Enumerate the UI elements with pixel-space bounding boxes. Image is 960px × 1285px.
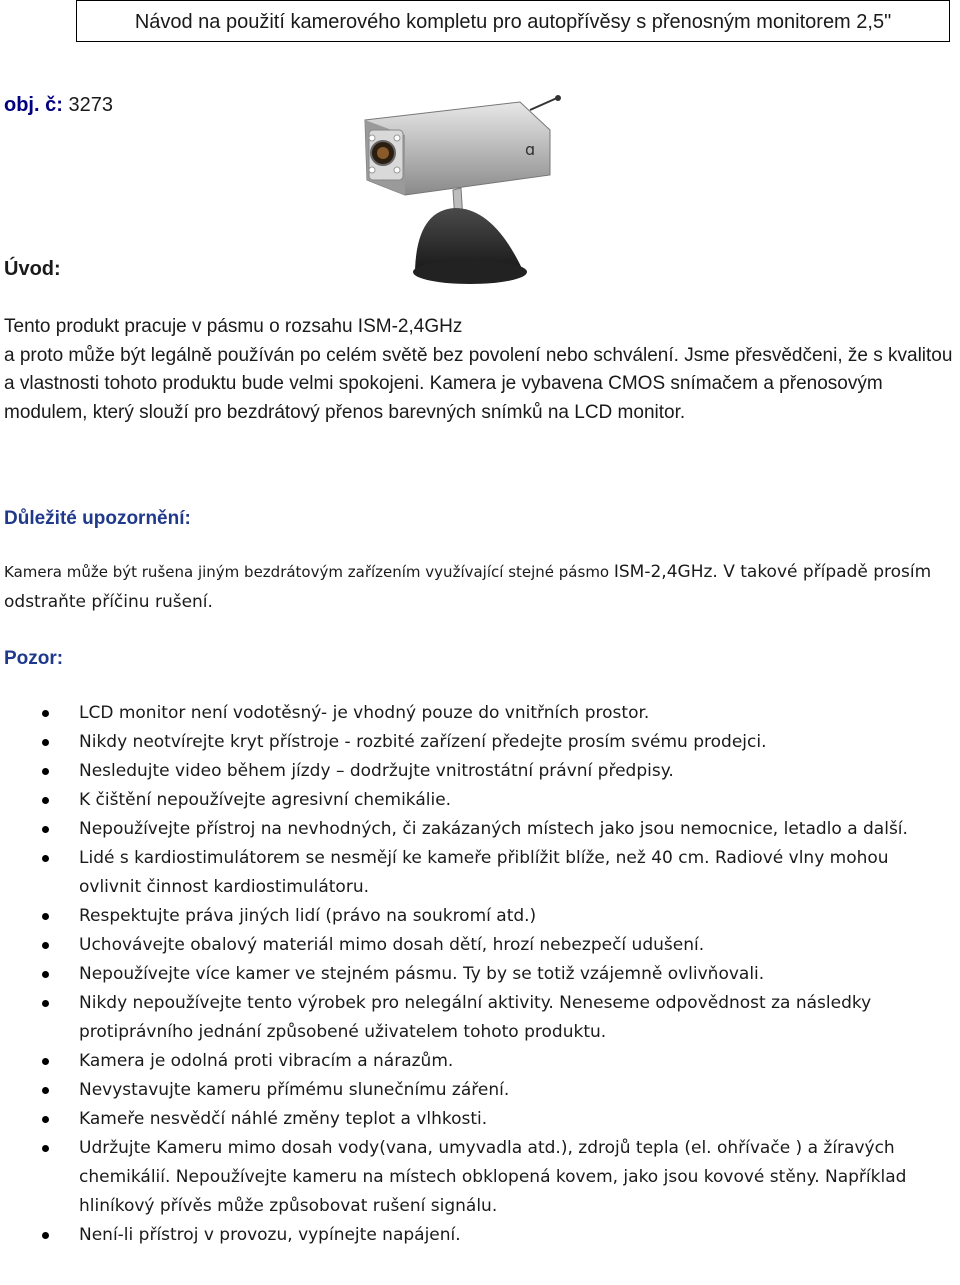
warning-list [0, 699, 958, 1250]
warning-item: Uchovávejte obalový materiál mimo dosah dětí, hrozí nebezpečí udušení. [0, 931, 958, 960]
order-value: 3273 [68, 94, 113, 116]
order-number [4, 94, 113, 117]
intro-heading: Úvod: [4, 258, 61, 280]
intro-line: Tento produkt pracuje v pásmu o rozsahu ISM-2,4GHz [4, 316, 463, 337]
warning-item: Nesledujte video během jízdy – dodržujte vnitrostátní právní předpisy. [0, 757, 958, 786]
order-label: obj. č: [4, 94, 63, 116]
intro-text [4, 313, 954, 427]
intro-line: a proto může být legálně používán po celém světě bez povolení nebo schválení. Jsme přesvědčeni, že s kvalitou a vlastnosti tohoto produktu bude velmi spokojeni. Kamera je vybavena CMOS snímačem a přenosovým modulem, který slouží pro bezdrátový přenos barevných snímků na LCD monitor. [4, 344, 953, 423]
document-title: Návod na použití kamerového kompletu pro autopřívěsy s přenosným monitorem 2,5" [76, 0, 950, 42]
warning-item: LCD monitor není vodotěsný- je vhodný pouze do vnitřních prostor. [0, 699, 958, 728]
warning-item: Nepoužívejte více kamer ve stejném pásmu. Ty by se totiž vzájemně ovlivňovali. [0, 960, 958, 989]
warning-item: Nikdy nepoužívejte tento výrobek pro nelegální aktivity. Neneseme odpovědnost za následky protiprávního jednání způsobené uživatelem tohoto produktu. [0, 989, 958, 1047]
warning-item: Kamera je odolná proti vibracím a nárazům. [0, 1047, 958, 1076]
warning-item: Nevystavujte kameru přímému slunečnímu záření. [0, 1076, 958, 1105]
camera-image [345, 80, 565, 295]
warning-item: Kameře nesvědčí náhlé změny teplot a vlhkosti. [0, 1105, 958, 1134]
warning-item: Udržujte Kameru mimo dosah vody(vana, umyvadla atd.), zdrojů tepla (el. ohřívače ) a žíravých chemikálií. Nepoužívejte kameru na místech obklopená kovem, jako jsou kovové stěny. Například hliníkový přívěs může způsobovat rušení signálu. [0, 1134, 958, 1221]
notice-text-part: Kamera může být rušena jiným bezdrátovým zařízením využívající stejné pásmo [4, 563, 614, 581]
warning-heading: Pozor: [4, 648, 64, 669]
warning-item: Nepoužívejte přístroj na nevhodných, či zakázaných místech jako jsou nemocnice, letadlo a další. [0, 815, 958, 844]
notice-heading: Důležité upozornění: [4, 508, 191, 529]
warning-item: Respektujte práva jiných lidí (právo na soukromí atd.) [0, 902, 958, 931]
warning-item: Lidé s kardiostimulátorem se nesmějí ke kameře přiblížit blíže, než 40 cm. Radiové vlny mohou ovlivnit činnost kardiostimulátoru. [0, 844, 958, 902]
svg-text:ɑ: ɑ [525, 140, 536, 159]
warning-item: K čištění nepoužívejte agresivní chemikálie. [0, 786, 958, 815]
notice-text [4, 557, 954, 617]
warning-item: Nikdy neotvírejte kryt přístroje - rozbité zařízení předejte prosím svému prodejci. [0, 728, 958, 757]
notice-text-part: ISM-2,4GHz. V takové případě prosím odstraňte příčinu rušení. [4, 562, 932, 612]
warning-item: Není-li přístroj v provozu, vypínejte napájení. [0, 1221, 958, 1250]
